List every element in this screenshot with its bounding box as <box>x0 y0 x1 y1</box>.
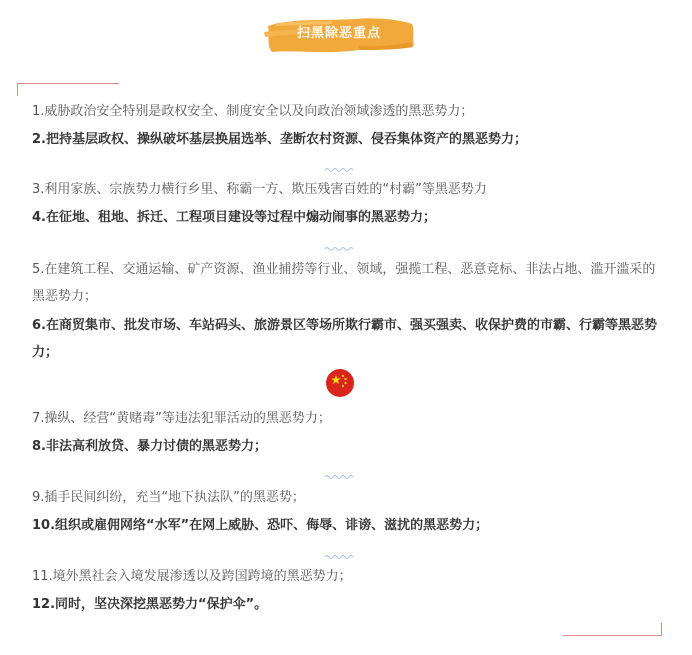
list-item-11: 11.境外黑社会入境发展渗透以及跨国跨境的黑恶势力； <box>32 569 352 584</box>
wave-divider-icon <box>324 554 354 560</box>
china-flag-icon <box>325 368 355 398</box>
wave-divider-icon <box>324 167 354 173</box>
section-title-banner <box>262 12 416 58</box>
list-item-10: 10.组织或雇佣网络“水军”在网上威胁、恐吓、侮辱、诽谤、滋扰的黑恶势力； <box>32 518 489 533</box>
wave-divider-icon <box>324 474 354 480</box>
wave-divider-icon <box>324 246 354 252</box>
section-title: 扫黑除恶重点 <box>296 26 381 41</box>
list-item-5: 5.在建筑工程、交通运输、矿产资源、渔业捕捞等行业、领域，强揽工程、恶意竞标、非法占地、滥开滥采的黑恶势力； <box>32 262 656 304</box>
list-item-7: 7.操纵、经营“黄赌毒”等违法犯罪活动的黑恶势力； <box>32 411 331 426</box>
list-item-9: 9.插手民间纠纷，充当“地下执法队”的黑恶势； <box>32 490 305 505</box>
list-item-4: 4.在征地、租地、拆迁、工程项目建设等过程中煽动闹事的黑恶势力； <box>32 210 436 225</box>
list-item-12: 12.同时，坚决深挖黑恶势力“保护伞”。 <box>32 597 268 612</box>
list-item-1: 1.威胁政治安全特别是政权安全、制度安全以及向政治领域渗透的黑恶势力； <box>32 104 474 119</box>
list-item-2: 2.把持基层政权、操纵破坏基层换届选举、垄断农村资源、侵吞集体资产的黑恶势力； <box>32 132 527 147</box>
list-item-6: 6.在商贸集市、批发市场、车站码头、旅游景区等场所欺行霸市、强买强卖、收保护费的市霸、行霸等黑恶势力； <box>32 318 657 360</box>
list-item-8: 8.非法高利放贷、暴力讨债的黑恶势力； <box>32 439 267 454</box>
frame-corner-bottom-right <box>563 623 662 636</box>
list-item-3: 3.利用家族、宗族势力横行乡里、称霸一方、欺压残害百姓的“村霸”等黑恶势力 <box>32 182 487 197</box>
frame-corner-top-left <box>17 83 119 96</box>
